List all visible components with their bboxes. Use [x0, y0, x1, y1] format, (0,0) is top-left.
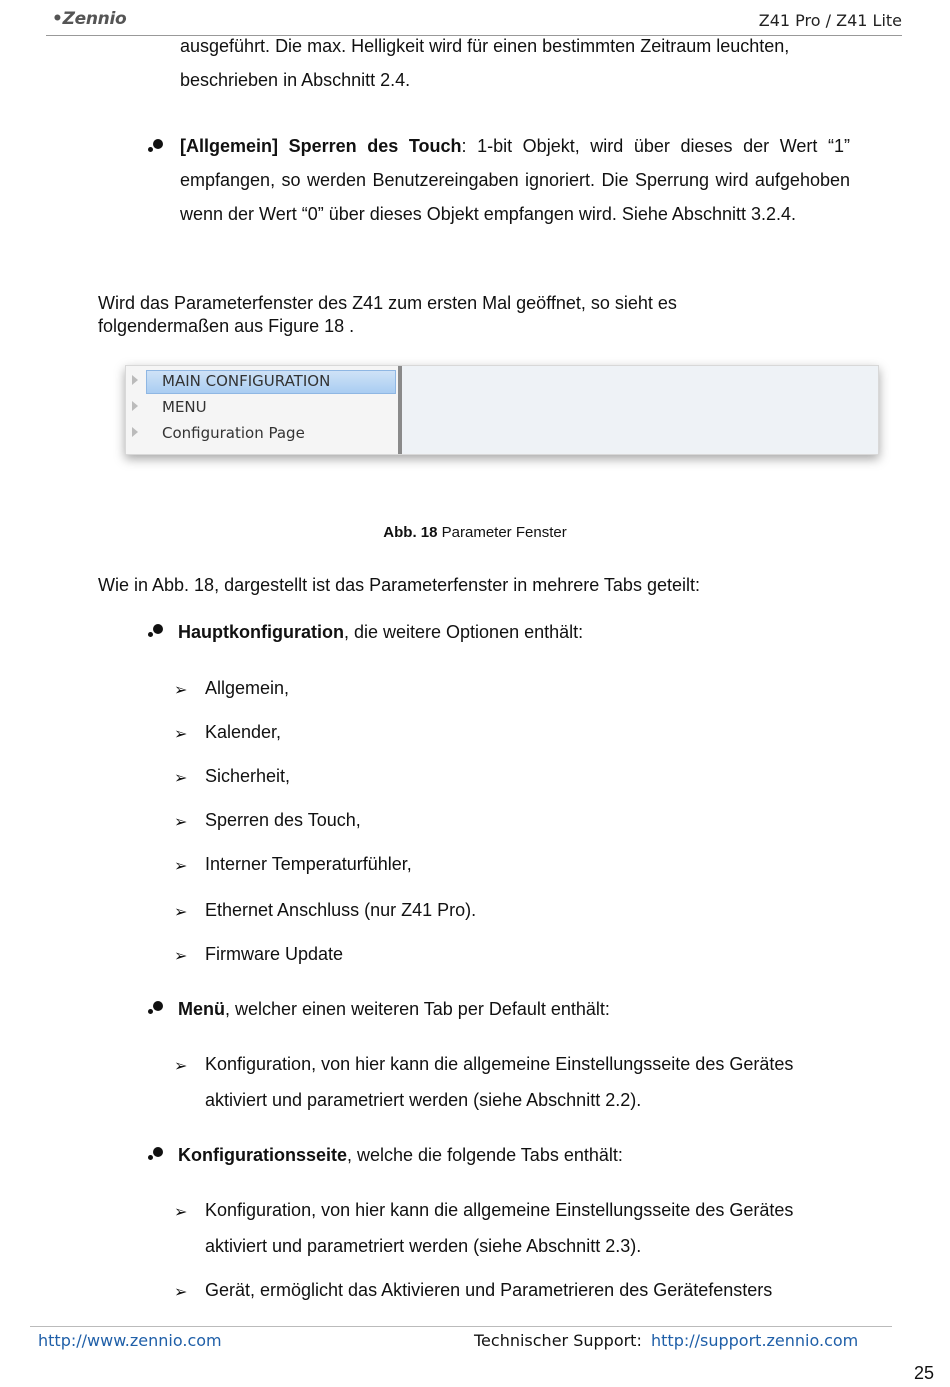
main-config-heading: Hauptkonfiguration, die weitere Optionen enthält:	[178, 622, 584, 642]
arrow-bullet-icon: ➢	[174, 812, 188, 831]
arrow-bullet-icon: ➢	[174, 768, 188, 787]
bullet-icon	[148, 1001, 164, 1017]
bullet-icon	[148, 139, 164, 155]
intro-line-1: ausgeführt. Die max. Helligkeit wird für einen bestimmten Zeitraum leuchten,	[180, 36, 790, 56]
config-page-heading: Konfigurationsseite, welche die folgende Tabs enthält:	[178, 1145, 623, 1165]
expand-arrow-icon[interactable]	[132, 375, 138, 385]
lock-touch-paragraph	[180, 129, 850, 231]
arrow-bullet-icon: ➢	[174, 946, 188, 965]
bullet-icon	[148, 624, 164, 640]
intro-line-2: beschrieben in Abschnitt 2.4.	[180, 70, 411, 90]
arrow-bullet-icon: ➢	[174, 856, 188, 875]
tabs-intro: Wie in Abb. 18, dargestellt ist das Parameterfenster in mehrere Tabs geteilt:	[98, 575, 700, 595]
support-link[interactable]: http://support.zennio.com	[651, 1331, 859, 1350]
arrow-bullet-icon: ➢	[174, 1282, 188, 1301]
zennio-logo: •Zennio	[52, 9, 127, 29]
tab-tree-panel	[126, 366, 398, 454]
param-intro-line-1: Wird das Parameterfenster des Z41 zum ersten Mal geöffnet, so sieht es	[98, 293, 677, 313]
menu-item-line-1: Konfiguration, von hier kann die allgemeine Einstellungsseite des Gerätes	[205, 1054, 794, 1074]
list-item: Sperren des Touch,	[205, 810, 361, 830]
arrow-bullet-icon: ➢	[174, 1056, 188, 1075]
config-item-1-line-2: aktiviert und parametriert werden (siehe Abschnitt 2.3).	[205, 1236, 642, 1256]
list-item: Firmware Update	[205, 944, 344, 964]
expand-arrow-icon[interactable]	[132, 427, 138, 437]
parameter-window-figure	[125, 365, 879, 455]
menu-item-line-2: aktiviert und parametriert werden (siehe Abschnitt 2.2).	[205, 1090, 642, 1110]
page-number: 25	[913, 1363, 934, 1383]
lock-touch-title: [Allgemein] Sperren des Touch	[180, 136, 462, 156]
website-link[interactable]: http://www.zennio.com	[38, 1331, 222, 1350]
arrow-bullet-icon: ➢	[174, 902, 188, 921]
support-label: Technischer Support:	[474, 1331, 642, 1350]
bullet-icon	[148, 1147, 164, 1163]
document-title: Z41 Pro / Z41 Lite	[758, 11, 902, 30]
list-item: Kalender,	[205, 722, 282, 742]
expand-arrow-icon[interactable]	[132, 401, 138, 411]
config-item-2: Gerät, ermöglicht das Aktivieren und Parametrieren des Gerätefensters	[205, 1280, 773, 1300]
list-item: Allgemein,	[205, 678, 290, 698]
tree-item-main-configuration[interactable]: MAIN CONFIGURATION	[126, 370, 398, 394]
parameter-content-panel	[402, 366, 878, 454]
arrow-bullet-icon: ➢	[174, 680, 188, 699]
config-item-1-line-1: Konfiguration, von hier kann die allgemeine Einstellungsseite des Gerätes	[205, 1200, 794, 1220]
menu-heading: Menü, welcher einen weiteren Tab per Default enthält:	[178, 999, 610, 1019]
tree-item-menu[interactable]: MENU	[126, 396, 398, 420]
list-item: Sicherheit,	[205, 766, 291, 786]
lock-touch-text: : 1-bit Objekt, wird über dieses der Wert “1” empfangen, so werden Benutzereingaben ignoriert. Die Sperrung wird aufgehoben wenn der Wert “0” über dieses Objekt empfangen wird. Siehe Abschnitt 3.2.4.	[180, 136, 850, 224]
arrow-bullet-icon: ➢	[174, 1202, 188, 1221]
param-intro-line-2: folgendermaßen aus Figure 18 .	[98, 316, 355, 336]
arrow-bullet-icon: ➢	[174, 724, 188, 743]
list-item: Ethernet Anschluss (nur Z41 Pro).	[205, 900, 477, 920]
tree-item-configuration-page[interactable]: Configuration Page	[126, 422, 398, 446]
figure-caption: Abb. 18 Parameter Fenster	[383, 524, 567, 541]
list-item: Interner Temperaturfühler,	[205, 854, 412, 874]
footer-divider	[30, 1326, 892, 1327]
